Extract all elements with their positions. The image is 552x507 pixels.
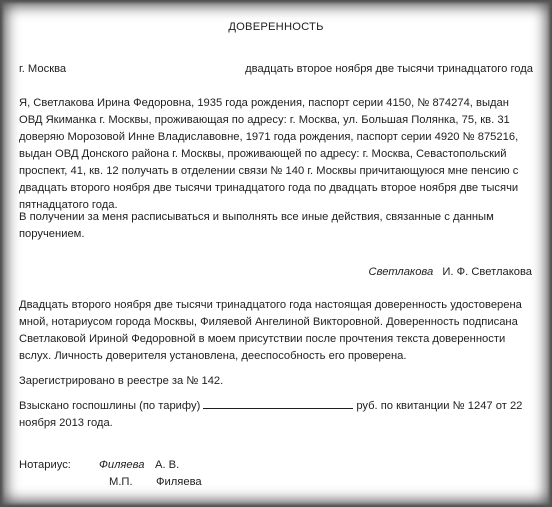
principal-signature: Светлакова [368, 266, 434, 278]
authority-paragraph: В получении за меня расписываться и выполнять все иные действия, связанные с данным поручением. [19, 211, 494, 240]
principal-signature-line [369, 264, 532, 281]
document-date: двадцать второе ноября две тысячи тринадцатого года [245, 63, 533, 75]
fee-blank-line [203, 397, 353, 409]
main-paragraph: Я, Светлакова Ирина Федоровна, 1935 года рождения, паспорт серии 4150, № 874274, выдан ОВД Якиманка г. Москвы, проживающая по адресу: г. Москва, ул. Большая Полянка, 75, кв. 31 доверяю Морозовой Инне Владиславовне, 1971 года рождения, паспорт серии 4920 № 875216, выдан ОВД Донского района г. Москвы, проживающей по адресу: г. Москва, Севастопольский проспект, 41, кв. 12 получать в отделении связи № 140 г. Москвы причитающуюся мне пенсию с двадцать второго ноября две тысячи тринадцатого года по двадцать второе ноября две тысячи пятнадцатого года. [19, 97, 519, 211]
city: г. Москва [19, 63, 67, 75]
principal-name: И. Ф. Светлакова [442, 266, 532, 278]
notary-surname: Филяева [156, 476, 202, 488]
notary-signature: Филяева [99, 459, 145, 471]
seal-label: М.П. [109, 476, 133, 488]
fee-paragraph [19, 397, 533, 432]
fee-suffix: руб. по квитанции № 1247 от 22 ноября 2013 года. [19, 400, 523, 429]
registry-entry: Зарегистрировано в реестре за № 142. [19, 375, 224, 387]
notary-certification-paragraph: Двадцать второго ноября две тысячи тринадцатого года настоящая доверенность удостоверена мной, нотариусом города Москвы, Филяевой Ангелиной Викторовной. Доверенность подписана Светлаковой Ириной Федоровной в моем присутствии после прочтения текста доверенности вслух. Личность доверителя установлена, дееспособность его проверена. [19, 299, 522, 362]
place-date-row [19, 61, 533, 78]
fee-prefix: Взыскано госпошлины (по тарифу) [19, 400, 201, 412]
notary-label: Нотариус: [19, 459, 71, 471]
notary-initials: А. В. [155, 459, 180, 471]
document-title: ДОВЕРЕННОСТЬ [228, 21, 324, 33]
